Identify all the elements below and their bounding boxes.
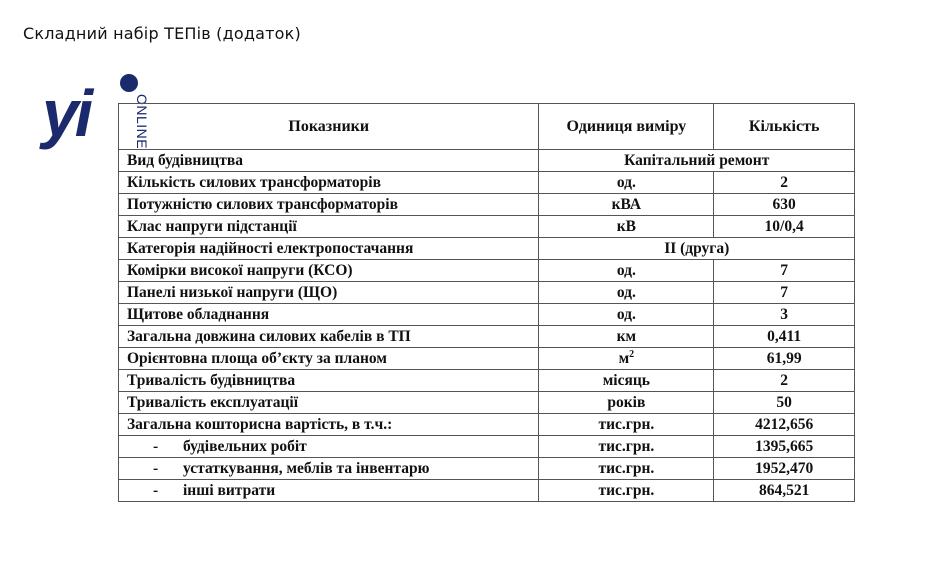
- row-label: [119, 458, 539, 480]
- table-row: [119, 282, 855, 304]
- table-row: [119, 326, 855, 348]
- header-unit: Одиниця виміру: [539, 104, 714, 150]
- table-row: [119, 392, 855, 414]
- table-row: [119, 150, 855, 172]
- table-row: [119, 458, 855, 480]
- row-merged-value: Капітальний ремонт: [539, 150, 855, 172]
- row-value: 7: [714, 282, 855, 304]
- row-label: Орієнтовна площа об’єкту за планом: [119, 348, 539, 370]
- unit-base: м: [618, 349, 630, 367]
- table-row: [119, 348, 855, 370]
- unit-superscript: 2: [629, 348, 635, 360]
- logo-online-text: ONLINE: [134, 94, 150, 150]
- row-label: Комірки високої напруги (КСО): [119, 260, 539, 282]
- row-label: Тривалість експлуатації: [119, 392, 539, 414]
- row-label: [119, 436, 539, 458]
- table-row: [119, 238, 855, 260]
- logo-letters: уі: [42, 76, 90, 150]
- row-unit: кВ: [539, 216, 714, 238]
- row-unit: [539, 348, 714, 370]
- sub-label: будівельних робіт: [183, 437, 307, 455]
- row-label: Вид будівництва: [119, 150, 539, 172]
- row-value: 1395,665: [714, 436, 855, 458]
- header-indicators: Показники: [119, 104, 539, 150]
- row-value: 50: [714, 392, 855, 414]
- row-value: 0,411: [714, 326, 855, 348]
- sub-label: інші витрати: [183, 481, 276, 499]
- table-row: [119, 194, 855, 216]
- table-row: [119, 480, 855, 502]
- row-unit: од.: [539, 172, 714, 194]
- table-row: [119, 172, 855, 194]
- row-value: 7: [714, 260, 855, 282]
- row-unit: од.: [539, 282, 714, 304]
- row-label: [119, 480, 539, 502]
- row-unit: тис.грн.: [539, 414, 714, 436]
- row-value: 630: [714, 194, 855, 216]
- list-bullet: -: [153, 459, 159, 477]
- row-unit: років: [539, 392, 714, 414]
- table-row: [119, 216, 855, 238]
- table-row: [119, 260, 855, 282]
- sub-label: устаткування, меблів та інвентарю: [183, 459, 430, 477]
- row-unit: км: [539, 326, 714, 348]
- logo-dot-icon: [120, 74, 138, 92]
- row-value: 2: [714, 172, 855, 194]
- table-row: [119, 304, 855, 326]
- row-label: Тривалість будівництва: [119, 370, 539, 392]
- row-label: Загальна кошторисна вартість, в т.ч.:: [119, 414, 539, 436]
- row-label: Категорія надійності електропостачання: [119, 238, 539, 260]
- row-value: 10/0,4: [714, 216, 855, 238]
- tep-table: [118, 103, 855, 502]
- row-label: Щитове обладнання: [119, 304, 539, 326]
- table-row: [119, 370, 855, 392]
- row-value: 1952,470: [714, 458, 855, 480]
- row-value: 864,521: [714, 480, 855, 502]
- row-label: Загальна довжина силових кабелів в ТП: [119, 326, 539, 348]
- page-title: Складний набір ТЕПів (додаток): [23, 24, 301, 43]
- row-merged-value: ІІ (друга): [539, 238, 855, 260]
- table-row: [119, 414, 855, 436]
- row-unit: тис.грн.: [539, 436, 714, 458]
- row-value: 61,99: [714, 348, 855, 370]
- row-label: Клас напруги підстанції: [119, 216, 539, 238]
- row-value: 4212,656: [714, 414, 855, 436]
- table-row: [119, 436, 855, 458]
- list-bullet: -: [153, 481, 159, 499]
- header-quantity: Кількість: [714, 104, 855, 150]
- row-value: 2: [714, 370, 855, 392]
- row-unit: од.: [539, 304, 714, 326]
- list-bullet: -: [153, 437, 159, 455]
- row-label: Потужністю силових трансформаторів: [119, 194, 539, 216]
- row-unit: кВА: [539, 194, 714, 216]
- row-label: Панелі низької напруги (ЩО): [119, 282, 539, 304]
- row-unit: тис.грн.: [539, 458, 714, 480]
- row-value: 3: [714, 304, 855, 326]
- row-label: Кількість силових трансформаторів: [119, 172, 539, 194]
- table-header-row: [119, 104, 855, 150]
- row-unit: місяць: [539, 370, 714, 392]
- row-unit: тис.грн.: [539, 480, 714, 502]
- row-unit: од.: [539, 260, 714, 282]
